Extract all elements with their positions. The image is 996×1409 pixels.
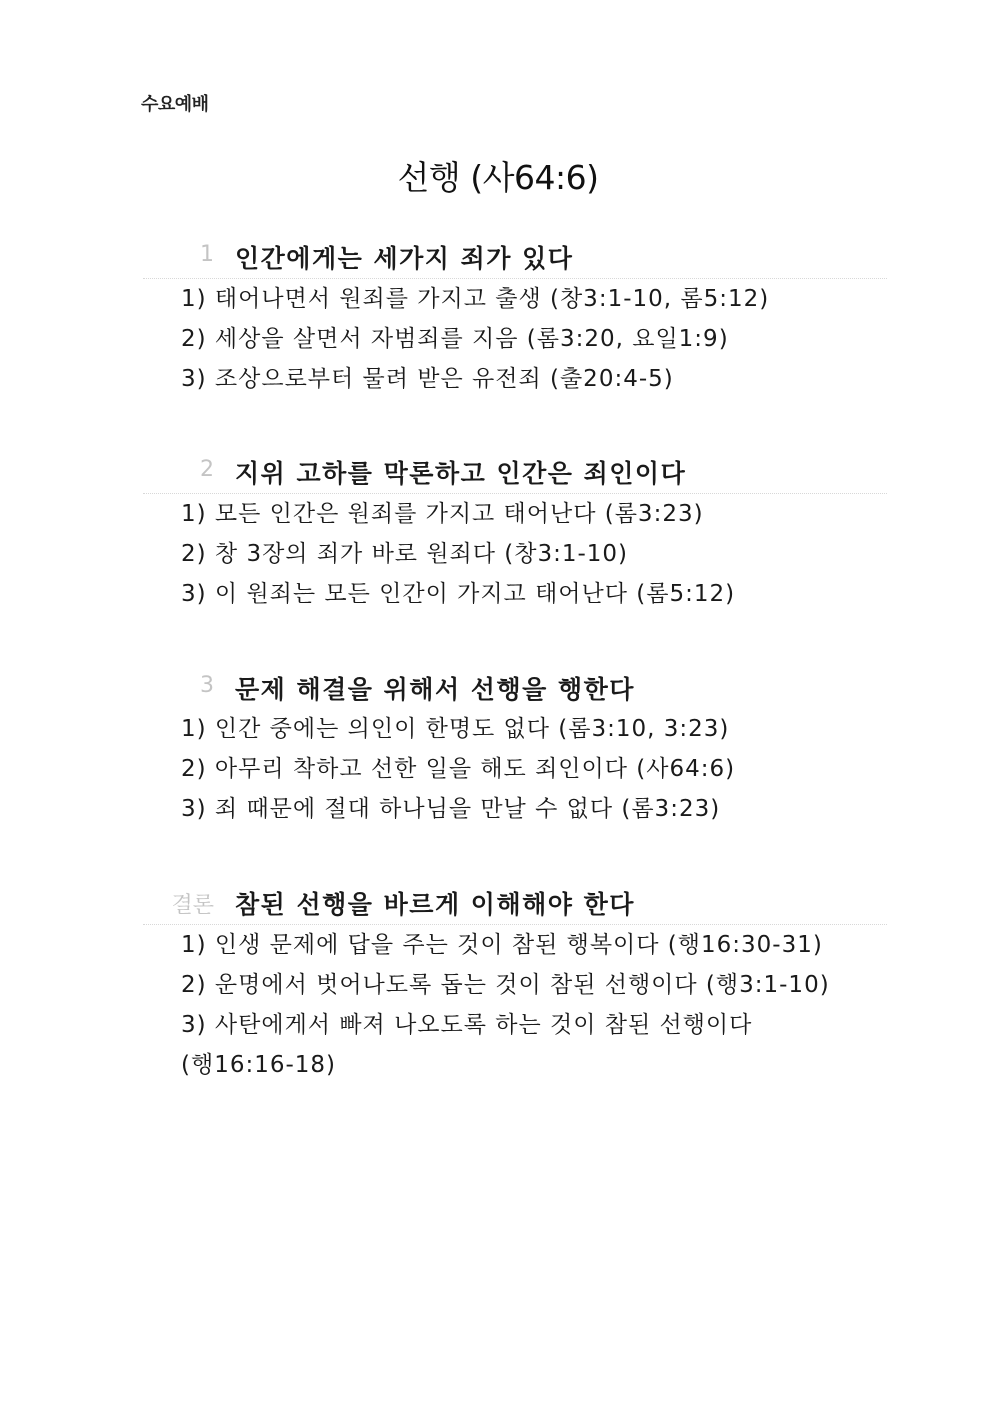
list-item: 1) 태어나면서 원죄를 가지고 출생 (창3:1-10, 롬5:12): [181, 286, 770, 312]
list-item: 2) 창 3장의 죄가 바로 원죄다 (창3:1-10): [181, 541, 629, 567]
list-item: 1) 인생 문제에 답을 주는 것이 참된 행복이다 (행16:30-31): [181, 932, 823, 958]
section-title: 문제 해결을 위해서 선행을 행한다: [235, 675, 635, 704]
service-label: 수요예배: [141, 94, 209, 115]
section-heading: [143, 667, 887, 709]
point-list: [143, 494, 887, 614]
section-heading: [143, 236, 887, 279]
section-number: 3: [200, 673, 214, 698]
section-number: 1: [200, 242, 214, 267]
list-item: 1) 인간 중에는 의인이 한명도 없다 (롬3:10, 3:23): [181, 716, 730, 742]
point-list: [143, 709, 887, 829]
list-item: 2) 운명에서 벗어나도록 돕는 것이 참된 선행이다 (행3:1-10): [181, 972, 830, 998]
section-number: 2: [200, 457, 214, 482]
point-list: [143, 925, 887, 1085]
section-conclusion: [143, 882, 887, 1085]
section-number: 결론: [171, 893, 214, 918]
list-item: 2) 세상을 살면서 자범죄를 지음 (롬3:20, 요일1:9): [181, 326, 729, 352]
section-1: [143, 236, 887, 399]
list-item: 3) 조상으로부터 물려 받은 유전죄 (출20:4-5): [181, 366, 674, 392]
list-item: 3) 사탄에게서 빠져 나오도록 하는 것이 참된 선행이다: [181, 1012, 753, 1038]
section-heading: [143, 882, 887, 925]
point-list: [143, 279, 887, 399]
section-title: 지위 고하를 막론하고 인간은 죄인이다: [235, 459, 687, 488]
list-item: 3) 이 원죄는 모든 인간이 가지고 태어난다 (롬5:12): [181, 581, 736, 607]
section-title: 참된 선행을 바르게 이해해야 한다: [235, 890, 635, 919]
section-heading: [143, 451, 887, 494]
section-2: [143, 451, 887, 614]
list-item: 2) 아무리 착하고 선한 일을 해도 죄인이다 (사64:6): [181, 756, 736, 782]
page-title: 선행 (사64:6): [397, 158, 599, 197]
section-3: [143, 667, 887, 829]
section-title: 인간에게는 세가지 죄가 있다: [235, 244, 574, 273]
list-item: 1) 모든 인간은 원죄를 가지고 태어난다 (롬3:23): [181, 501, 704, 527]
list-item: 3) 죄 때문에 절대 하나님을 만날 수 없다 (롬3:23): [181, 796, 721, 822]
list-item-continuation: (행16:16-18): [181, 1052, 337, 1078]
